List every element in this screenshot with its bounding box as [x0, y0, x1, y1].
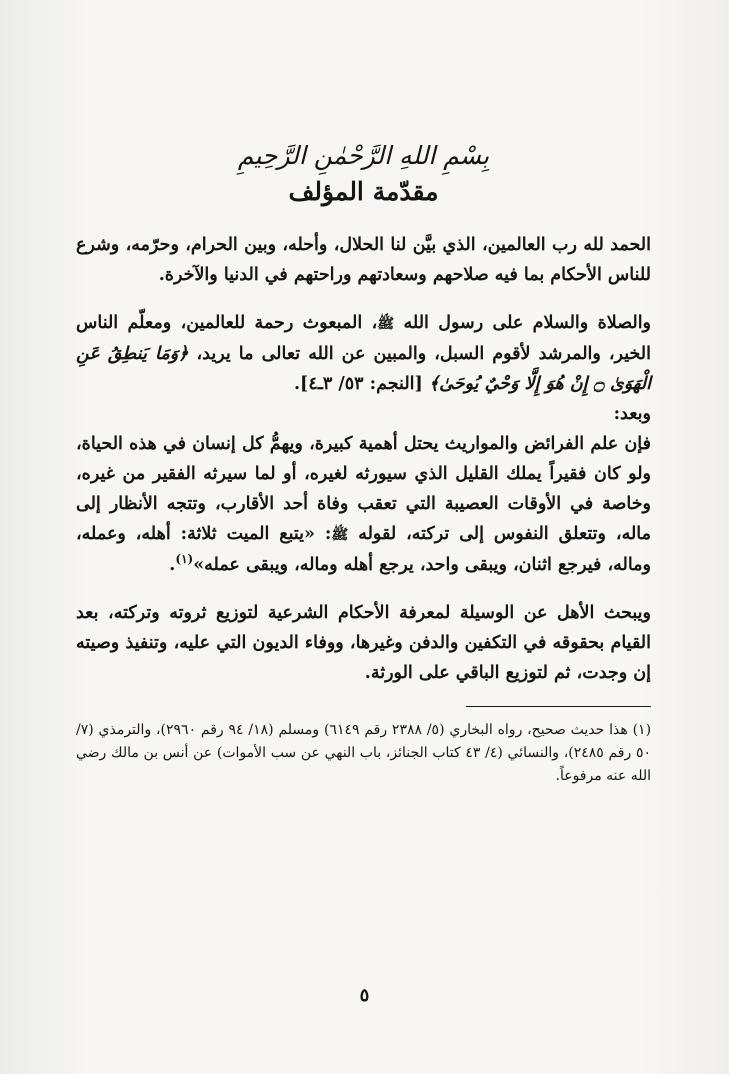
wabad-heading: وبعد:	[613, 404, 651, 424]
page-number: ٥	[359, 985, 370, 1006]
salutation-text-a: والصلاة والسلام على رسول الله	[403, 313, 652, 333]
importance-text-a: فإن علم الفرائض والمواريث يحتل أهمية كبيرة، ويهمُّ كل إنسان في هذه الحياة، ولو كان فقيراً يملك القليل الذي سيورثه لغيره، أو لما سيرثه الفقير من غيره، وخاصة في الأوقات العصيبة التي تعقب وفاة أحد الأقارب، وتتجه الأنظار إلى ماله، وتتعلق النفوس إلى تركته، لقوله	[76, 434, 651, 544]
salutation-text-b: ، المبعوث رحمة للعالمين، ومعلّم الناس الخير، والمرشد لأقوم السبل، والمبين عن الله تعالى ما يريد،	[76, 313, 651, 364]
paragraph-salutation	[76, 308, 651, 399]
paragraph-praise: الحمد لله رب العالمين، الذي بيَّن لنا الحلال، وأحله، وبين الحرام، وحرّمه، وشرع للناس الأحكام بما فيه صلاحهم وسعادتهم وراحتهم في الدنيا والآخرة.	[76, 235, 651, 285]
salawat-symbol: ﷺ	[377, 316, 395, 332]
paragraph-inheritance: ويبحث الأهل عن الوسيلة لمعرفة الأحكام الشرعية لتوزيع ثروته وتركته، بعد القيام بحقوقه في التكفين والدفن وغيرها، ووفاء الديون التي عليه، وتنفيذ وصيته إن وجدت، ثم لتوزيع الباقي على الورثة.	[76, 603, 651, 683]
footnote-divider	[466, 706, 651, 707]
quran-quote: ﴿وَمَا يَنطِقُ عَنِ الْهَوَىٰ ۝ إِنْ هُوَ إِلَّا وَحْيٌ يُوحَىٰ﴾	[76, 344, 651, 394]
footnote-reference: (١)	[175, 552, 194, 567]
paragraph-importance: فإن علم الفرائض والمواريث يحتل أهمية كبيرة، ويهمُّ كل إنسان في هذه الحياة، ولو كان فقيراً يملك القليل الذي سيورثه لغيره، أو لما سيرثه الفقير من غيره، وخاصة في الأوقات العصيبة التي تعقب وفاة أحد الأقارب، وتتجه الأنظار إلى ماله، وتتعلق النفوس إلى تركته، لقوله ﷺ: «يتبع الميت ثلاثة: أهله، وعمله، وماله، فيرجع اثنان، ويبقى واحد، يرجع أهله وماله، ويبقى عمله»$^{(١)}$.	[76, 434, 651, 575]
basmala-calligraphy: بِسْمِ اللهِ الرَّحْمٰنِ الرَّحِيمِ	[237, 141, 490, 170]
page-title: مقدّمة المؤلف	[288, 177, 439, 206]
footnote: (١) هذا حديث صحيح، رواه البخاري (٥/ ٢٣٨٨ رقم ٦١٤٩) ومسلم (١٨/ ٩٤ رقم ٢٩٦٠)، والترمذي (٧/ ٥٠ رقم ٢٤٨٥)، والنسائي (٤/ ٤٣ كتاب الجنائز، باب النهي عن سب الأموات) عن أنس بن مالك رضي الله عنه مرفوعاً.	[76, 722, 652, 784]
hadith-text: : «يتبع الميت ثلاثة: أهله، وعمله، وماله، فيرجع اثنان، ويبقى واحد، يرجع أهله وماله، ويبقى عمله»	[76, 524, 651, 575]
main-text	[76, 230, 651, 688]
quran-reference: [النجم: ٥٣/ ٣ـ٤].	[293, 374, 423, 394]
salawat-symbol: ﷺ	[331, 527, 349, 543]
